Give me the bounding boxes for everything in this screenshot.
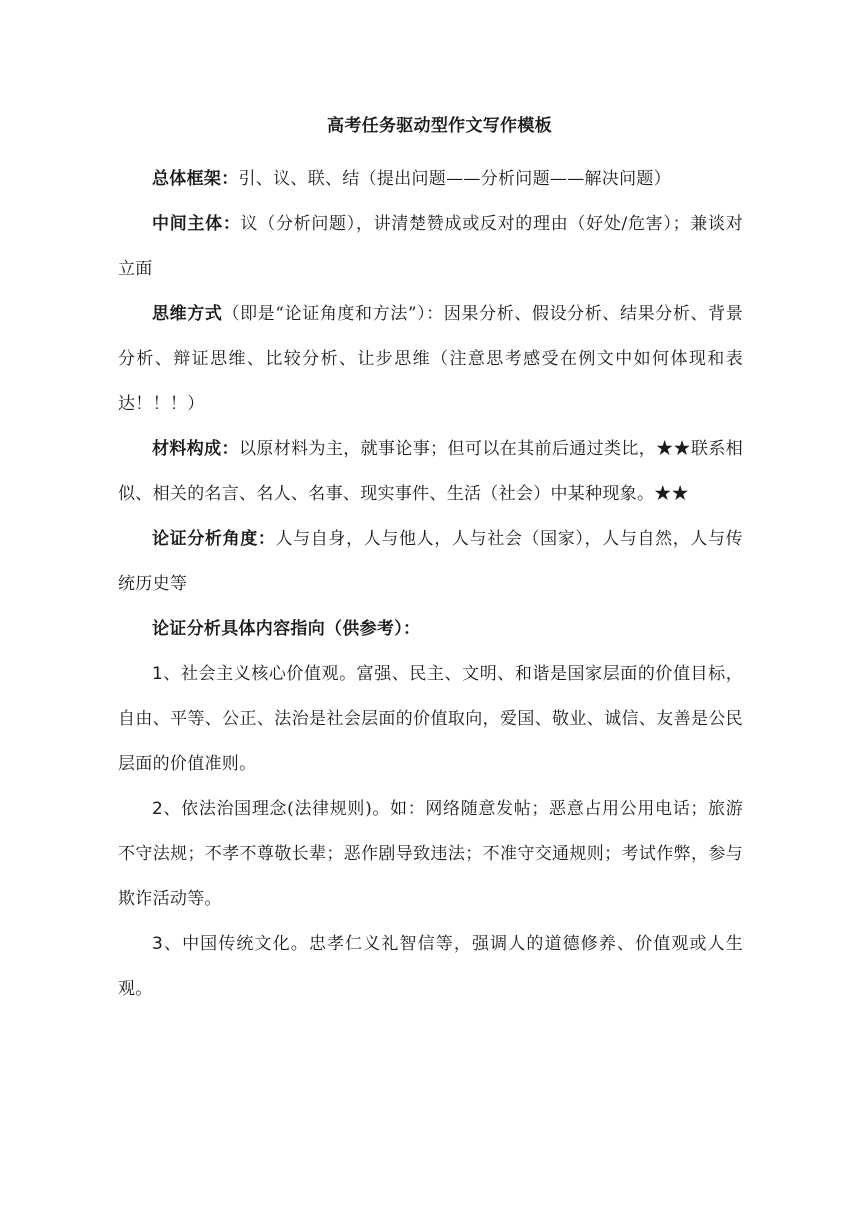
item-number: 3 [152,934,164,954]
section-thinking-method [118,292,743,427]
section-text: 人与自身，人与他人，人与社会（国家），人与自然，人与传统历史等 [118,529,743,594]
item-text: 、中国传统文化。忠孝仁义礼智信等，强调人的道德修养、价值观或人生观。 [118,934,743,999]
list-item [118,652,743,787]
section-text: 以原材料为主，就事论事；但可以在其前后通过类比，★★联系相似、相关的名言、名人、名事、现实事件、生活（社会）中某种现象。★★ [118,439,744,504]
section-label: 论证分析具体内容指向（供参考）： [152,619,421,639]
section-main-body [118,202,743,292]
item-number: 1 [152,664,164,684]
section-text: （即是“论证角度和方法”）：因果分析、假设分析、结果分析、背景分析、辩证思维、比较分析、让步思维（注意思考感受在例文中如何体现和表达！！！） [118,304,743,414]
section-label: 思维方式 [152,304,223,324]
section-content-direction [118,607,743,652]
section-text: 引、议、联、结（提出问题——分析问题——解决问题） [238,169,671,189]
item-text: 、依法治国理念(法律规则)。如：网络随意发帖；恶意占用公用电话；旅游不守法规；不孝不尊敬长辈；恶作剧导致违法；不准守交通规则；考试作弊，参与欺诈活动等。 [118,799,743,909]
section-text: 议（分析问题），讲清楚赞成或反对的理由（好处/危害）；兼谈对立面 [118,214,743,279]
document-page [118,112,743,1012]
item-number: 2 [152,799,164,819]
section-label: 总体框架： [152,169,239,189]
list-item [118,922,743,1012]
item-text: 、社会主义核心价值观。富强、民主、文明、和谐是国家层面的价值目标，自由、平等、公正、法治是社会层面的价值取向，爱国、敬业、诚信、友善是公民层面的价值准则。 [118,664,743,774]
section-label: 论证分析角度： [152,529,276,549]
document-title: 高考任务驱动型作文写作模板 [327,116,552,136]
section-label: 材料构成： [152,439,239,459]
section-argument-angle [118,517,743,607]
section-overall-framework [118,157,743,202]
section-label: 中间主体： [152,214,241,234]
list-item [118,787,743,922]
section-material-composition [118,427,743,517]
